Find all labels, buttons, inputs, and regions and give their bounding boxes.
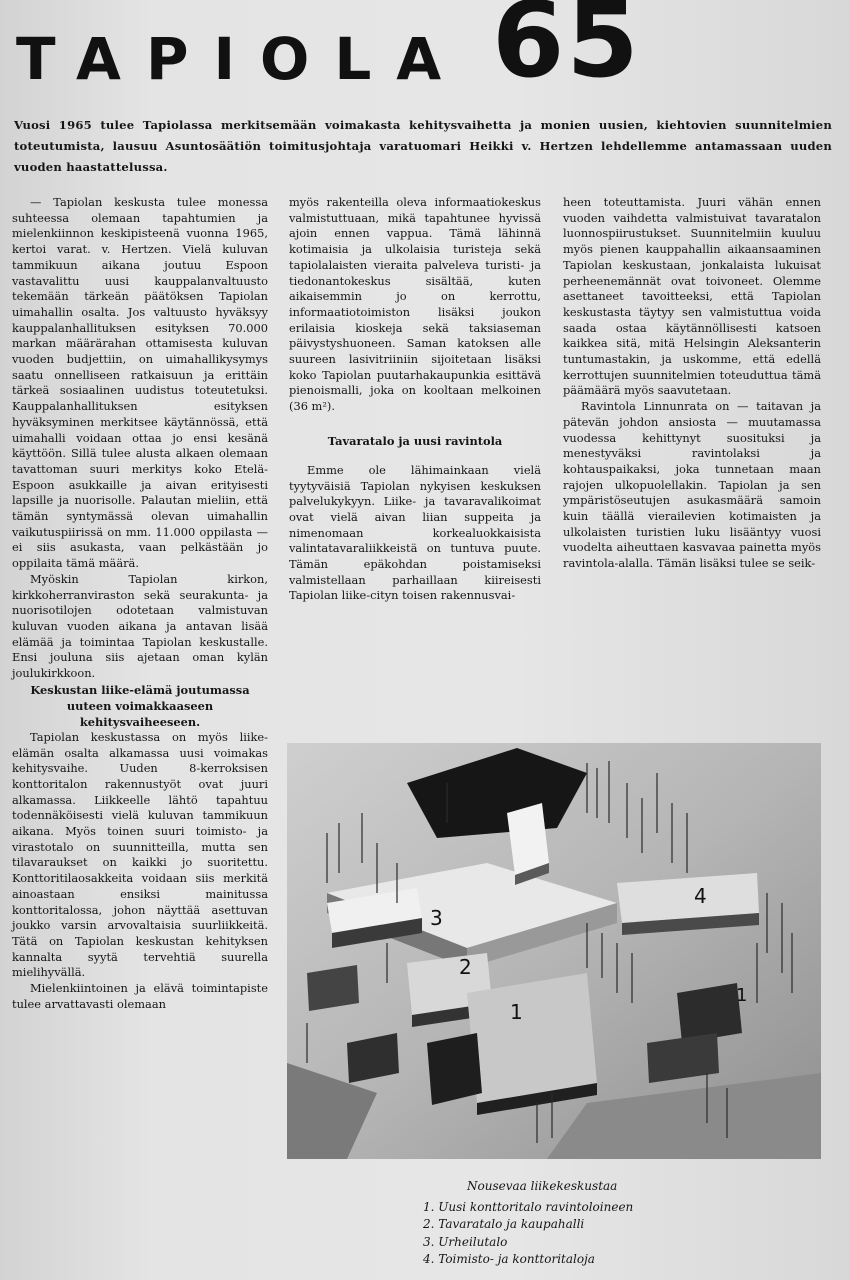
photo-label-2: 2 <box>459 955 472 979</box>
column2-paragraph-2: Emme ole lähimainkaan vielä tyytyväisiä Tapiolan nykyisen keskuksen palvelukykyyn. Liike- ja tavaravalikoimat ovat vielä aivan liian suppeita ja nimenomaan korkealuokkaisista valintatavaraliikkeistä on tuntuva puute. Tämän epäkohdan poistamiseksi valmistellaan parhaillaan kiireisesti Tapiolan liike-cityn toisen rakennusvai- <box>289 462 541 603</box>
column3-paragraph-2: Ravintola Linnunrata on — taitavan ja pätevän johdon ansiosta — muutamassa vuodessa kehittynyt suosituksi ja menestyväksi ravintolaksi ja kohtauspaikaksi, joka tunnetaan maan rajojen ulkopuolellakin. Tapiolan ja sen ympäristöseutujen asukasmäärä samoin kuin täällä vierailevien kotimaisten ja ulkolaisten turistien luku lisääntyy vuosi vuodelta aiheuttaen kasvavaa painetta myös ravintola-alalla. Tämän lisäksi tulee se seik- <box>563 399 821 571</box>
column1-paragraph-1: — Tapiolan keskusta tulee monessa suhteessa olemaan tapahtumien ja mielenkiinnon keskipisteenä vuonna 1965, kertoi varat. v. Hertzen. Vielä kuluvan tammikuun aikana joutuu Espoon vastavalittu uusi kauppalanvaltuusto tekemään tärkeän päätöksen Tapiolan uimahallin osalta. Jos valtuusto hyväksyy kauppalanhallituksen esityksen 70.000 markan määrärahan ottamisesta kuluvan vuoden budjettiin, on uimahallikysymys saatu onnelliseen ratkaisuun ja erittäin tärkeä sosiaalinen uudistus toteutetuksi. Kauppalanhallituksen esityksen hyväksyminen merkitsee käytännössä, että uimahalli voidaan ottaa jo ensi kesänä käyttöön. Sillä tulee alusta alkaen olemaan tavattoman suuri merkitys koko Etelä-Espoon asukkaille ja aivan erityisesti lapsille ja nuorisolle. Palautan mieliin, että tämän syntymässä olevan uimahallin vaikutuspiirissä on mm. 11.000 oppilasta — ei siis asukasta, vaan pelkästään jo oppilaita tämä määrä. <box>12 195 268 571</box>
masthead-title: TAPIOLA <box>16 25 467 93</box>
column1-paragraph-2: Myöskin Tapiolan kirkon, kirkkoherranviraston sekä seurakunta- ja nuorisotilojen odotetaan valmistuvan kuluvan vuoden aikana ja antavan lisää elämää ja toimintaa Tapiolan keskustalle. Ensi jouluna siis ajetaan oman kylän joulukirkkoon. <box>12 571 268 681</box>
photo-label-1: 1 <box>510 1000 523 1024</box>
caption-item-4: 4. Toimisto- ja konttoritaloja <box>423 1252 595 1267</box>
caption-item-1: 1. Uusi konttoritalo ravintoloineen <box>423 1199 634 1214</box>
column2-paragraph-1: myös rakenteilla oleva informaatiokeskus valmistuttuaan, mikä tapahtunee hyvissä ajoin ennen vappua. Tämä lähinnä kotimaisia ja ulkolaisia turisteja sekä tapiolalaisten vieraita palveleva turisti- ja tiedonantokeskus sisältää, kuten aikaisemmin jo on kerrottu, informaatiotoimiston lisäksi joukon erilaisia kioskeja sekä taksiaseman päivystyshuoneen. Saman katoksen alle suureen lasivitriiniin sijoitetaan lisäksi koko Tapiolan puutarhakaupunkia esittävä pienoismalli, joka on kooltaan melkoinen (36 m²). <box>289 195 541 414</box>
article-column-2 <box>289 195 541 604</box>
column1-subheading: Keskustan liike-elämä joutumassa uuteen voimakkaaseen kehitysvaiheeseen. <box>30 682 250 729</box>
column1-paragraph-3: Tapiolan keskustassa on myös liike-elämän osalta alkamassa uusi voimakas kehitysvaihe. Uuden 8-kerroksisen konttoritalon rakennustyöt ovat juuri alkamassa. Liikkeelle lähtö tapahtuu todennäköisesti vielä kuluvan tammikuun aikana. Myös toinen suuri toimisto- ja virastotalo on suunnitteilla, mutta sen tilavaraukset on kaikki jo suoritettu. Konttoritilaosakkeita voidaan siis merkitä ainoastaan ensiksi mainitussa konttoritalossa, johon näyttää asettuvan joukko varsin arvovaltaisia suurliikkeitä. Tätä on Tapiolan keskustan kehityksen kannalta syytä tervehtiä suurella mielihyvällä. <box>12 729 268 980</box>
photo-caption <box>423 1178 823 1269</box>
column3-paragraph-1: heen toteuttamista. Juuri vähän ennen vuoden vaihdetta valmistuivat tavaratalon luonnospiirustukset. Suunnitelmiin kuuluu myös pienen kauppahallin aikaansaaminen Tapiolan keskustaan, jonkalaista lukuisat perheenemännät ovat toivoneet. Olemme asettaneet tavoitteeksi, että Tapiolan keskustasta täytyy sen valmistuttua voida saada ostaa käytännöllisesti katsoen kaikkea sitä, mitä Helsingin Aleksanterin tuntumastakin, ja uskomme, että edellä kerrottujen suunnitelmien toteuduttua tämä päämäärä myös saavutetaan. <box>563 195 821 398</box>
column1-paragraph-4: Mielenkiintoinen ja elävä toimintapiste tulee arvattavasti olemaan <box>12 981 268 1011</box>
article-column-3 <box>563 195 821 572</box>
photo-label-3: 3 <box>430 906 443 930</box>
masthead-number: 65 <box>492 0 641 101</box>
caption-title: Nousevaa liikekeskustaa <box>467 1179 618 1193</box>
architectural-model-photo <box>287 743 821 1159</box>
photo-label-4: 4 <box>694 884 707 908</box>
photo-label-1b: 1 <box>736 985 748 1006</box>
caption-item-3: 3. Urheilutalo <box>423 1234 508 1249</box>
caption-item-2: 2. Tavaratalo ja kaupahalli <box>423 1217 585 1232</box>
model-photo-image <box>287 743 821 1159</box>
article-column-1 <box>12 195 268 1012</box>
column2-subheading: Tavaratalo ja uusi ravintola <box>327 433 503 448</box>
masthead <box>14 0 844 100</box>
lede-paragraph: Vuosi 1965 tulee Tapiolassa merkitsemään voimakasta kehitysvaihetta ja monien uusien, kiehtovien suunnitelmien toteutumista, lausuu Asuntosäätiön toimitusjohtaja varatuomari Heikki v. Hertzen lehdellemme antamassaan uuden vuoden haastattelussa. <box>14 118 832 174</box>
